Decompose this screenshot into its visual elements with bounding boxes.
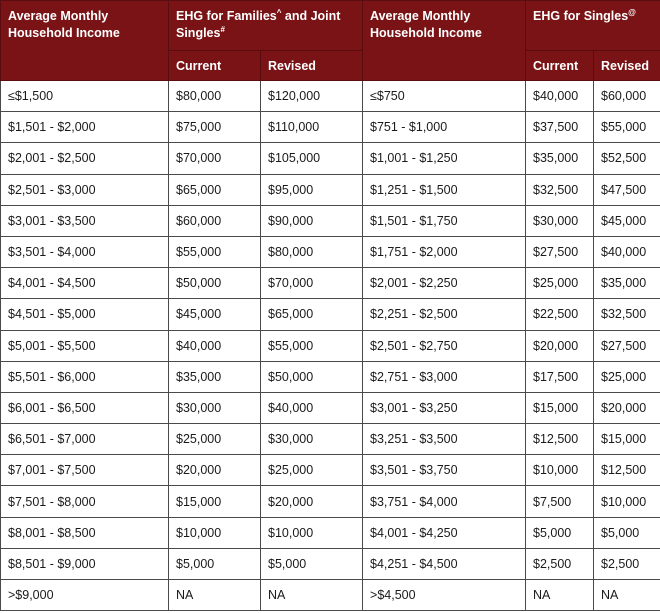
header-ehg-singles-label: EHG for Singles — [533, 9, 629, 23]
header-income-families-label: Average Monthly Household Income — [8, 9, 120, 40]
header-income-singles — [363, 1, 526, 81]
cell-single-current: $17,500 — [526, 361, 594, 392]
header-ehg-families-sup1: ^ — [276, 7, 282, 17]
cell-family-income: $1,501 - $2,000 — [1, 112, 169, 143]
cell-single-revised: $32,500 — [594, 299, 660, 330]
table-row — [1, 548, 660, 579]
cell-family-revised: $65,000 — [261, 299, 363, 330]
cell-single-income: $1,501 - $1,750 — [363, 205, 526, 236]
cell-family-revised: $25,000 — [261, 455, 363, 486]
cell-single-revised: $35,000 — [594, 268, 660, 299]
table-row — [1, 517, 660, 548]
cell-single-revised: $20,000 — [594, 392, 660, 423]
cell-single-current: $25,000 — [526, 268, 594, 299]
cell-family-revised: $55,000 — [261, 330, 363, 361]
header-ehg-singles-sup: @ — [628, 7, 636, 17]
cell-family-revised: $10,000 — [261, 517, 363, 548]
cell-family-revised: $40,000 — [261, 392, 363, 423]
table-row — [1, 455, 660, 486]
cell-family-income: ≤$1,500 — [1, 81, 169, 112]
cell-single-income: $2,251 - $2,500 — [363, 299, 526, 330]
table-row — [1, 361, 660, 392]
cell-single-current: $27,500 — [526, 236, 594, 267]
cell-single-current: $37,500 — [526, 112, 594, 143]
table-row — [1, 143, 660, 174]
cell-single-income: $2,501 - $2,750 — [363, 330, 526, 361]
cell-single-income: $4,001 - $4,250 — [363, 517, 526, 548]
header-ehg-families — [169, 1, 363, 51]
cell-single-current: NA — [526, 580, 594, 611]
cell-single-income: ≤$750 — [363, 81, 526, 112]
header-families-revised: Revised — [261, 51, 363, 81]
cell-family-current: $70,000 — [169, 143, 261, 174]
cell-family-income: $7,001 - $7,500 — [1, 455, 169, 486]
table-row — [1, 330, 660, 361]
cell-family-income: $5,001 - $5,500 — [1, 330, 169, 361]
cell-single-revised: $27,500 — [594, 330, 660, 361]
cell-family-revised: $80,000 — [261, 236, 363, 267]
cell-family-revised: $110,000 — [261, 112, 363, 143]
cell-single-income: $1,001 - $1,250 — [363, 143, 526, 174]
cell-single-income: $2,001 - $2,250 — [363, 268, 526, 299]
cell-family-revised: $95,000 — [261, 174, 363, 205]
table-row — [1, 268, 660, 299]
cell-single-revised: $25,000 — [594, 361, 660, 392]
cell-single-income: $3,251 - $3,500 — [363, 424, 526, 455]
cell-family-income: $3,001 - $3,500 — [1, 205, 169, 236]
header-singles-revised: Revised — [594, 51, 660, 81]
cell-single-revised: NA — [594, 580, 660, 611]
cell-family-income: >$9,000 — [1, 580, 169, 611]
cell-single-current: $12,500 — [526, 424, 594, 455]
cell-family-income: $6,501 - $7,000 — [1, 424, 169, 455]
cell-single-current: $10,000 — [526, 455, 594, 486]
cell-single-revised: $52,500 — [594, 143, 660, 174]
cell-family-income: $8,001 - $8,500 — [1, 517, 169, 548]
cell-family-revised: $105,000 — [261, 143, 363, 174]
header-families-current: Current — [169, 51, 261, 81]
cell-family-current: $5,000 — [169, 548, 261, 579]
cell-family-income: $5,501 - $6,000 — [1, 361, 169, 392]
table-row — [1, 112, 660, 143]
cell-family-income: $8,501 - $9,000 — [1, 548, 169, 579]
table-row — [1, 299, 660, 330]
cell-family-current: $35,000 — [169, 361, 261, 392]
table-row — [1, 205, 660, 236]
cell-family-current: $20,000 — [169, 455, 261, 486]
cell-single-current: $7,500 — [526, 486, 594, 517]
cell-single-income: $1,751 - $2,000 — [363, 236, 526, 267]
cell-family-income: $4,501 - $5,000 — [1, 299, 169, 330]
cell-family-current: $45,000 — [169, 299, 261, 330]
cell-family-income: $7,501 - $8,000 — [1, 486, 169, 517]
cell-single-revised: $2,500 — [594, 548, 660, 579]
table-row — [1, 424, 660, 455]
header-income-families — [1, 1, 169, 81]
cell-single-current: $30,000 — [526, 205, 594, 236]
cell-single-current: $2,500 — [526, 548, 594, 579]
cell-family-current: $15,000 — [169, 486, 261, 517]
cell-single-revised: $12,500 — [594, 455, 660, 486]
table-row — [1, 392, 660, 423]
cell-family-revised: $20,000 — [261, 486, 363, 517]
cell-single-current: $5,000 — [526, 517, 594, 548]
header-ehg-families-mid: and Joint Singles — [176, 9, 341, 40]
cell-family-income: $6,001 - $6,500 — [1, 392, 169, 423]
header-singles-current: Current — [526, 51, 594, 81]
cell-single-current: $35,000 — [526, 143, 594, 174]
cell-single-revised: $47,500 — [594, 174, 660, 205]
cell-family-current: $80,000 — [169, 81, 261, 112]
cell-family-current: $75,000 — [169, 112, 261, 143]
cell-family-income: $2,501 - $3,000 — [1, 174, 169, 205]
cell-family-revised: $90,000 — [261, 205, 363, 236]
cell-single-current: $20,000 — [526, 330, 594, 361]
cell-single-current: $15,000 — [526, 392, 594, 423]
header-income-singles-label: Average Monthly Household Income — [370, 9, 482, 40]
cell-single-revised: $5,000 — [594, 517, 660, 548]
cell-family-current: $55,000 — [169, 236, 261, 267]
cell-single-income: $2,751 - $3,000 — [363, 361, 526, 392]
cell-family-current: $50,000 — [169, 268, 261, 299]
cell-family-current: $65,000 — [169, 174, 261, 205]
cell-single-income: $3,001 - $3,250 — [363, 392, 526, 423]
table-body — [1, 81, 660, 611]
cell-family-revised: $30,000 — [261, 424, 363, 455]
table-row — [1, 580, 660, 611]
cell-single-revised: $15,000 — [594, 424, 660, 455]
cell-single-income: $3,751 - $4,000 — [363, 486, 526, 517]
table-row — [1, 174, 660, 205]
header-ehg-families-label: EHG for Families — [176, 9, 277, 23]
cell-single-income: $751 - $1,000 — [363, 112, 526, 143]
cell-family-current: NA — [169, 580, 261, 611]
cell-family-income: $4,001 - $4,500 — [1, 268, 169, 299]
cell-single-income: $3,501 - $3,750 — [363, 455, 526, 486]
table-row — [1, 486, 660, 517]
cell-family-revised: $50,000 — [261, 361, 363, 392]
cell-single-current: $22,500 — [526, 299, 594, 330]
header-ehg-families-sup2: # — [220, 24, 225, 34]
cell-family-current: $30,000 — [169, 392, 261, 423]
cell-family-revised: $5,000 — [261, 548, 363, 579]
cell-family-revised: NA — [261, 580, 363, 611]
cell-single-revised: $40,000 — [594, 236, 660, 267]
header-ehg-singles — [526, 1, 660, 51]
cell-single-revised: $10,000 — [594, 486, 660, 517]
cell-single-revised: $45,000 — [594, 205, 660, 236]
cell-family-current: $25,000 — [169, 424, 261, 455]
cell-family-income: $2,001 - $2,500 — [1, 143, 169, 174]
cell-single-revised: $60,000 — [594, 81, 660, 112]
cell-family-current: $40,000 — [169, 330, 261, 361]
table-row — [1, 236, 660, 267]
cell-single-income: $4,251 - $4,500 — [363, 548, 526, 579]
cell-single-current: $32,500 — [526, 174, 594, 205]
cell-single-revised: $55,000 — [594, 112, 660, 143]
cell-single-income: >$4,500 — [363, 580, 526, 611]
cell-family-current: $60,000 — [169, 205, 261, 236]
cell-single-income: $1,251 - $1,500 — [363, 174, 526, 205]
cell-family-current: $10,000 — [169, 517, 261, 548]
cell-family-revised: $70,000 — [261, 268, 363, 299]
table-row — [1, 81, 660, 112]
cell-single-current: $40,000 — [526, 81, 594, 112]
cell-family-income: $3,501 - $4,000 — [1, 236, 169, 267]
cell-family-revised: $120,000 — [261, 81, 363, 112]
